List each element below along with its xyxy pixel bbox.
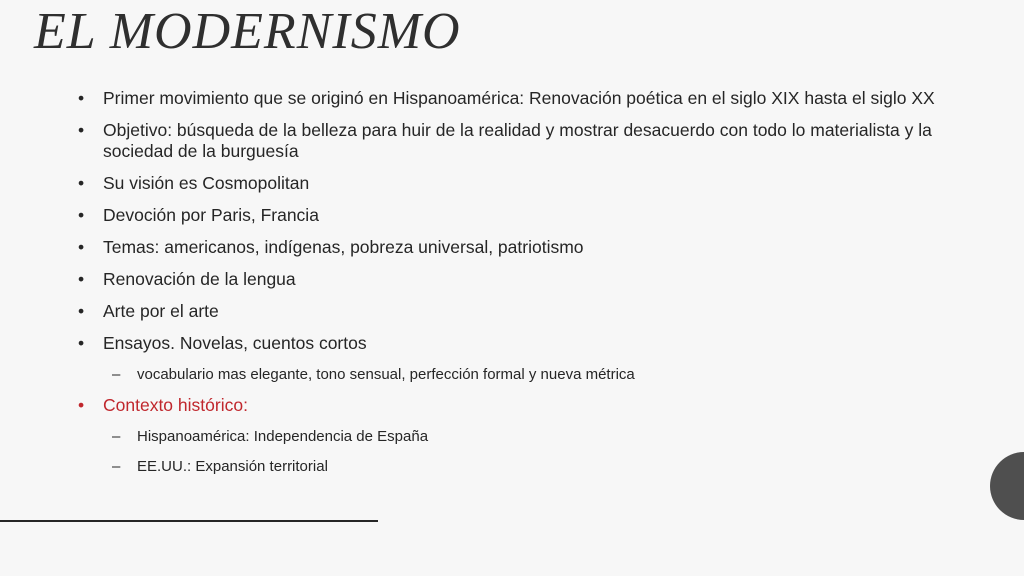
list-item-text: Renovación de la lengua bbox=[103, 269, 296, 289]
sub-list-item-text: vocabulario mas elegante, tono sensual, perfección formal y nueva métrica bbox=[137, 366, 635, 383]
bullet-icon: • bbox=[78, 301, 85, 321]
dash-icon: – bbox=[112, 428, 121, 445]
sub-list-item bbox=[76, 457, 976, 476]
list-item bbox=[76, 205, 976, 226]
list-item-text: Contexto histórico: bbox=[103, 395, 248, 415]
bullet-icon: • bbox=[78, 88, 85, 108]
bullet-icon: • bbox=[78, 173, 85, 193]
sub-list-item-text: Hispanoamérica: Independencia de España bbox=[137, 428, 429, 445]
list-item bbox=[76, 269, 976, 290]
list-item-highlighted bbox=[76, 395, 976, 416]
bullet-icon: • bbox=[78, 120, 85, 140]
bullet-icon: • bbox=[78, 237, 85, 257]
bullet-icon: • bbox=[78, 395, 85, 415]
decorative-rule-line bbox=[0, 520, 378, 522]
list-item bbox=[76, 88, 976, 109]
sub-list-item-text: EE.UU.: Expansión territorial bbox=[137, 458, 328, 475]
sub-list-item bbox=[76, 427, 976, 446]
content-list bbox=[76, 88, 976, 487]
list-item bbox=[76, 301, 976, 322]
dash-icon: – bbox=[112, 458, 121, 475]
list-item-text: Primer movimiento que se originó en Hispanoamérica: Renovación poética en el siglo XIX hasta el siglo XX bbox=[103, 88, 935, 108]
sub-list-item bbox=[76, 365, 976, 384]
decorative-circle bbox=[990, 452, 1024, 520]
list-item-text: Arte por el arte bbox=[103, 301, 219, 321]
list-item-text: Su visión es Cosmopolitan bbox=[103, 173, 310, 193]
list-item-text: Ensayos. Novelas, cuentos cortos bbox=[103, 333, 367, 353]
list-item bbox=[76, 120, 976, 162]
list-item-text: Objetivo: búsqueda de la belleza para huir de la realidad y mostrar desacuerdo con todo lo materialista y la sociedad de la burguesía bbox=[103, 120, 932, 161]
bullet-icon: • bbox=[78, 333, 85, 353]
list-item-text: Temas: americanos, indígenas, pobreza universal, patriotismo bbox=[103, 237, 584, 257]
list-item bbox=[76, 173, 976, 194]
list-item-text: Devoción por Paris, Francia bbox=[103, 205, 319, 225]
list-item bbox=[76, 333, 976, 354]
dash-icon: – bbox=[112, 366, 121, 383]
list-item bbox=[76, 237, 976, 258]
slide-title: EL MODERNISMO bbox=[34, 3, 461, 60]
bullet-icon: • bbox=[78, 269, 85, 289]
bullet-icon: • bbox=[78, 205, 85, 225]
